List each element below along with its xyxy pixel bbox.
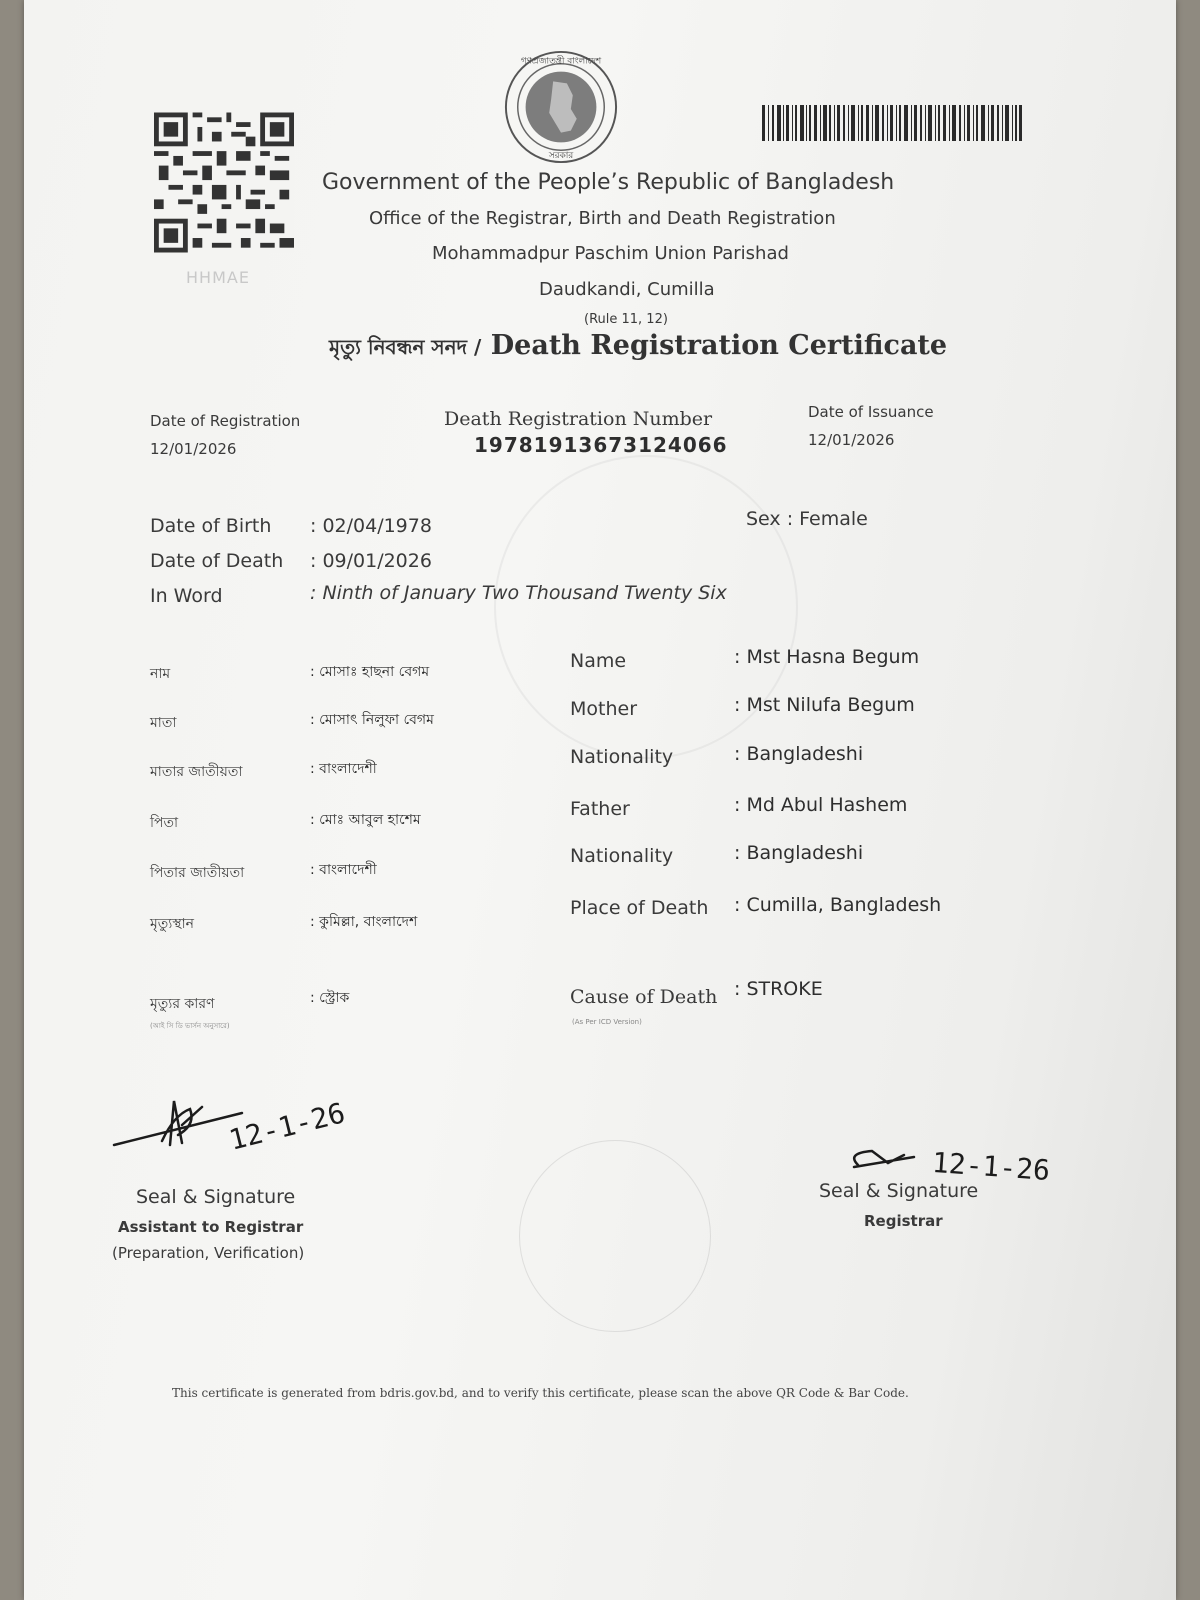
mother-label: Mother [570,698,638,720]
registration-date-label: Date of Registration [150,412,301,430]
issuance-date-value: 12/01/2026 [808,431,895,449]
cause-value: : STROKE [734,978,823,1000]
in-word-label: In Word [150,585,223,607]
mother-nationality-value: : Bangladeshi [734,743,864,765]
header-district: Daudkandi, Cumilla [539,279,715,300]
registration-number-label: Death Registration Number [444,408,713,430]
bn-cause-note: (আই সি ডি ভার্সন অনুসারে) [150,1022,230,1030]
certificate-paper [24,0,1176,1600]
title-bangla: মৃত্যু নিবন্ধন সনদ / [329,335,482,359]
bn-cause-label: মৃত্যুর কারণ [150,996,215,1012]
faint-seal-stamp [519,1140,711,1332]
sex-field: Sex : Female [746,508,868,530]
dob-label: Date of Birth [150,515,272,537]
barcode-icon[interactable] [762,105,1022,141]
bn-mother-value: : মোসাৎ নিলুফা বেগম [310,712,434,728]
qr-caption: HHMAE [186,268,250,287]
father-label: Father [570,798,630,820]
name-label: Name [570,650,627,672]
in-word-value: : Ninth of January Two Thousand Twenty Six [310,582,727,604]
assistant-registrar-label: Assistant to Registrar [118,1218,304,1236]
dod-value: : 09/01/2026 [310,550,432,572]
bn-father-nationality-value: : বাংলাদেশী [310,862,377,878]
left-seal-signature-label: Seal & Signature [136,1186,296,1208]
right-seal-signature-label: Seal & Signature [819,1180,979,1202]
verification-footer: This certificate is generated from bdris.gov.bd, and to verify this certificate, please scan the above QR Code & Bar Code. [172,1386,909,1400]
registrar-signature-date: 12-1-26 [930,1145,1052,1188]
cause-note: (As Per ICD Version) [572,1018,642,1026]
bn-name-label: নাম [150,666,171,682]
dod-label: Date of Death [150,550,284,572]
bn-father-nationality-label: পিতার জাতীয়তা [150,865,245,881]
father-nationality-value: : Bangladeshi [734,842,864,864]
registrar-label: Registrar [864,1212,943,1230]
bn-name-value: : মোসাঃ হাছনা বেগম [310,664,430,680]
name-value: : Mst Hasna Begum [734,646,920,668]
father-nationality-label: Nationality [570,845,674,867]
place-of-death-label: Place of Death [570,897,709,919]
bn-place-value: : কুমিল্লা, বাংলাদেশ [310,914,418,930]
place-of-death-value: : Cumilla, Bangladesh [734,894,942,916]
title-english: Death Registration Certificate [490,330,948,361]
bn-mother-nationality-value: : বাংলাদেশী [310,761,377,777]
bn-father-value: : মোঃ আবুল হাশেম [310,812,421,828]
government-seal-icon [502,48,620,166]
bn-mother-nationality-label: মাতার জাতীয়তা [150,764,243,780]
certificate-title [329,330,947,366]
cause-label: Cause of Death [570,986,718,1008]
header-office: Office of the Registrar, Birth and Death Registration [369,208,836,229]
bn-cause-value: : স্ট্রোক [310,990,350,1006]
bn-mother-label: মাতা [150,715,177,731]
preparation-verification-label: (Preparation, Verification) [112,1244,305,1262]
registrar-signature-scribble [844,1145,944,1185]
header-rule: (Rule 11, 12) [584,312,668,327]
bn-father-label: পিতা [150,815,179,831]
qr-code-icon[interactable] [154,110,294,255]
registration-date-value: 12/01/2026 [150,440,237,458]
issuance-date-label: Date of Issuance [808,403,934,421]
header-government: Government of the People’s Republic of Bangladesh [322,170,895,195]
dob-value: : 02/04/1978 [310,515,432,537]
registration-number-value: 19781913673124066 [474,433,728,457]
seal-top-text: গণপ্রজাতন্ত্রী বাংলাদেশ [520,56,602,67]
seal-bottom-text: সরকার [548,151,574,162]
assistant-signature-date: 12-1-26 [225,1096,349,1157]
father-value: : Md Abul Hashem [734,794,908,816]
bn-place-label: মৃত্যুস্থান [150,916,195,932]
mother-nationality-label: Nationality [570,746,674,768]
mother-value: : Mst Nilufa Begum [734,694,915,716]
header-union: Mohammadpur Paschim Union Parishad [432,243,789,264]
